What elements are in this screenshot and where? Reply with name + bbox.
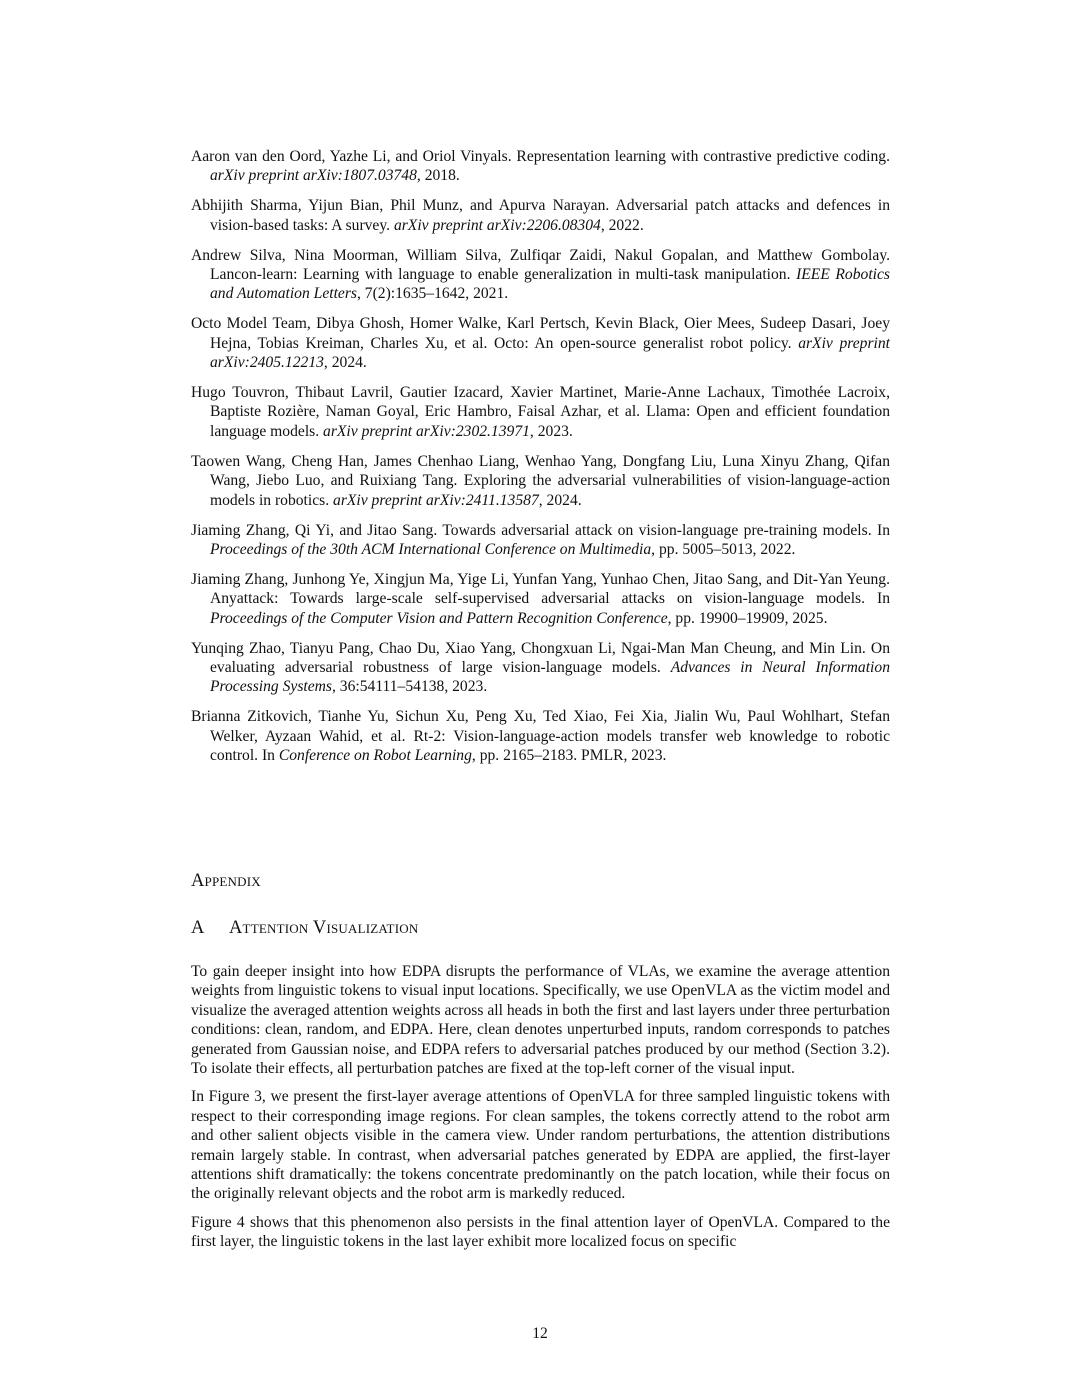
reference-entry: Brianna Zitkovich, Tianhe Yu, Sichun Xu, Peng Xu, Ted Xiao, Fei Xia, Jialin Wu, Paul Wohlhart, Stefan Welker, Ayzaan Wahid, et al. Rt-2: Vision-language-action models transfer web knowledge to robotic control. In Conference on Robot Learning, pp. 2165–2183. PMLR, 2023. <box>191 708 890 765</box>
reference-entry: Jiaming Zhang, Qi Yi, and Jitao Sang. Towards adversarial attack on vision-language pre-training models. In Proceedings of the 30th ACM International Conference on Multimedia, pp. 5005–5013, 2022. <box>191 521 890 558</box>
references-list <box>191 147 890 776</box>
reference-entry: Andrew Silva, Nina Moorman, William Silva, Zulfiqar Zaidi, Nakul Gopalan, and Matthew Gombolay. Lancon-learn: Learning with language to enable generalization in multi-task manipulation. IEEE Robotics and Automation Letters, 7(2):1635–1642, 2021. <box>191 246 890 303</box>
section-number: A <box>191 918 205 938</box>
reference-entry: Jiaming Zhang, Junhong Ye, Xingjun Ma, Yige Li, Yunfan Yang, Yunhao Chen, Jitao Sang, and Dit-Yan Yeung. Anyattack: Towards large-scale self-supervised adversarial attacks on vision-language models. In Proceedings of the Computer Vision and Pattern Recognition Conference, pp. 19900–19909, 2025. <box>191 570 890 627</box>
page-number: 12 <box>532 1325 548 1342</box>
section-a-heading <box>191 918 418 939</box>
reference-entry: Hugo Touvron, Thibaut Lavril, Gautier Izacard, Xavier Martinet, Marie-Anne Lachaux, Timothée Lacroix, Baptiste Rozière, Naman Goyal, Eric Hambro, Faisal Azhar, et al. Llama: Open and efficient foundation language models. arXiv preprint arXiv:2302.13971, 2023. <box>191 384 890 440</box>
body-paragraph: In Figure 3, we present the first-layer average attentions of OpenVLA for three sampled linguistic tokens with respect to their corresponding image regions. For clean samples, the tokens correctly attend to the robot arm and other salient objects visible in the camera view. Under random perturbations, the attention distributions remain largely stable. In contrast, when adversarial patches generated by EDPA are applied, the first-layer attentions shift dramatically: the tokens concentrate predominantly on the patch location, while their focus on the originally relevant objects and the robot arm is markedly reduced. <box>191 1088 890 1203</box>
reference-entry: Yunqing Zhao, Tianyu Pang, Chao Du, Xiao Yang, Chongxuan Li, Ngai-Man Man Cheung, and Min Lin. On evaluating adversarial robustness of large vision-language models. Advances in Neural Information Processing Systems, 36:54111–54138, 2023. <box>191 639 890 696</box>
reference-entry: Aaron van den Oord, Yazhe Li, and Oriol Vinyals. Representation learning with contrastive predictive coding. arXiv preprint arXiv:1807.03748, 2018. <box>191 148 890 185</box>
body-paragraph: Figure 4 shows that this phenomenon also persists in the final attention layer of OpenVLA. Compared to the first layer, the linguistic tokens in the last layer exhibit more localized focus on specific <box>191 1213 890 1251</box>
body-paragraph: To gain deeper insight into how EDPA disrupts the performance of VLAs, we examine the average attention weights from linguistic tokens to visual input locations. Specifically, we use OpenVLA as the victim model and visualize the averaged attention weights across all heads in both the first and last layers under three perturbation conditions: clean, random, and EDPA. Here, clean denotes unperturbed inputs, random corresponds to patches generated from Gaussian noise, and EDPA refers to adversarial patches produced by our method (Section 3.2). To isolate their effects, all perturbation patches are fixed at the top-left corner of the visual input. <box>191 963 890 1078</box>
section-title: Attention Visualization <box>229 918 419 938</box>
reference-entry: Taowen Wang, Cheng Han, James Chenhao Liang, Wenhao Yang, Dongfang Liu, Luna Xinyu Zhang, Qifan Wang, Jiebo Luo, and Ruixiang Tang. Exploring the adversarial vulnerabilities of vision-language-action models in robotics. arXiv preprint arXiv:2411.13587, 2024. <box>191 452 890 509</box>
section-a-body <box>191 962 890 1261</box>
reference-entry: Abhijith Sharma, Yijun Bian, Phil Munz, and Apurva Narayan. Adversarial patch attacks and defences in vision-based tasks: A survey. arXiv preprint arXiv:2206.08304, 2022. <box>191 197 890 234</box>
appendix-heading: Appendix <box>191 871 261 891</box>
reference-entry: Octo Model Team, Dibya Ghosh, Homer Walke, Karl Pertsch, Kevin Black, Oier Mees, Sudeep Dasari, Joey Hejna, Tobias Kreiman, Charles Xu, et al. Octo: An open-source generalist robot policy. arXiv preprint arXiv:2405.12213, 2024. <box>191 315 890 372</box>
